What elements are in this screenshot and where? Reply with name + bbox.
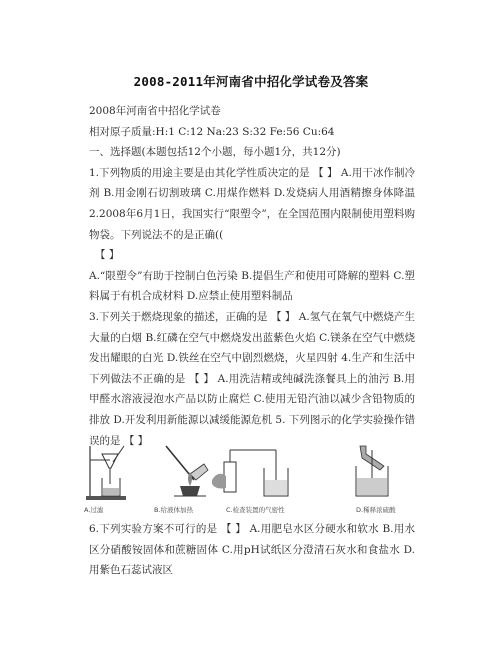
- paragraph-question-3-5: 3.下列关于燃烧现象的描述，正确的是 【 】 A.氢气在氧气中燃烧产生大量的白烟 B.红磷在空气中燃烧发出蓝紫色火焰 C.镁条在空气中燃烧发出耀眼的白光 D.铁丝在空气中剧烈燃烧，火星四射 4.生产和生活中下列做法不正确的是 【 】 A.用洗洁精或纯碱洗涤餐具上的油污 B.用甲醛水溶液浸泡水产品以防止腐烂 C.使用无铅汽油以减少含铅物质的排放 D.开发利用新能源以减缓能源危机 5. 下列图示的化学实验操作错误的是 【 】: [89, 310, 415, 447]
- paragraph-question-2-options: A.“限塑令”有助于控制白色污染 B.提倡生产和使用可降解的塑料 C.塑料属于有机合成材料 D.应禁止使用塑料制品: [89, 269, 415, 303]
- document-body-bottom: [89, 519, 415, 581]
- caption-c: C.检查装置的气密性: [226, 506, 285, 514]
- figure-airtightness: [204, 440, 324, 514]
- document-title: 2008-2011年河南省中招化学试卷及答案: [133, 74, 369, 89]
- figure-filtration: [84, 440, 146, 514]
- caption-b: B.给液体加热: [154, 506, 194, 514]
- paragraph-section-heading: 一、选择题(本题包括12个小题，每小题1分，共12分): [89, 146, 341, 159]
- filtration-illustration: [84, 440, 146, 502]
- figure-dilution: [342, 440, 412, 514]
- document-body-top: [89, 101, 415, 451]
- dilution-illustration: [342, 440, 412, 502]
- figure-row: [84, 440, 424, 514]
- paragraph-question-6: 6.下列实验方案不可行的是 【 】 A.用肥皂水区分硬水和软水 B.用水区分硝酸铵固体和蔗糖固体 C.用pH试纸区分澄清石灰水和食盐水 D.用紫色石蕊试液区: [89, 523, 415, 577]
- paragraph-exam-name: 2008年河南省中招化学试卷: [89, 105, 221, 117]
- airtightness-illustration: [204, 440, 324, 502]
- paragraph-answer-bracket: 【 】: [95, 249, 120, 262]
- caption-d: D.稀释浓硫酸: [356, 506, 396, 514]
- paragraph-question-1-2: 1.下列物质的用途主要是由其化学性质决定的是 【 】 A.用干冰作制冷剂 B.用金刚石切割玻璃 C.用煤作燃料 D.发烧病人用酒精擦身体降温 2.2008年6月1日，我国实行“限塑令”，在全国范围内限制使用塑料购物袋。下列说法不的是正确((: [89, 166, 415, 241]
- caption-a: A.过滤: [84, 506, 104, 514]
- paragraph-atomic-mass: 相对原子质量:H:1 C:12 Na:23 S:32 Fe:56 Cu:64: [89, 125, 335, 138]
